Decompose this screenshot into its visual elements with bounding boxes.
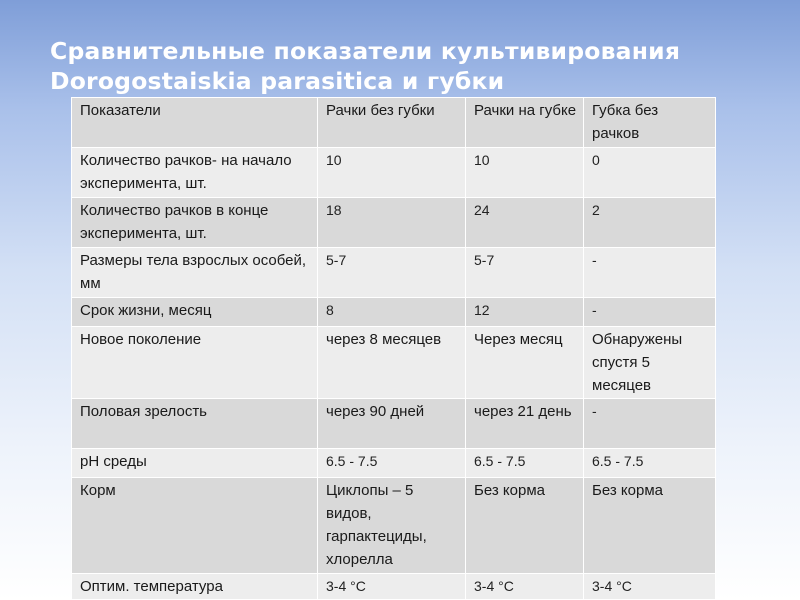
table-cell: 24 [466, 198, 584, 248]
slide-title [50, 36, 780, 96]
table-cell: через 90 дней [318, 399, 466, 449]
table-cell: Обнаружены спустя 5 месяцев [584, 327, 716, 399]
table-cell: - [584, 399, 716, 449]
table-cell: 18 [318, 198, 466, 248]
table-cell: 6.5 - 7.5 [318, 449, 466, 478]
table-row [72, 399, 716, 449]
row-label: Размеры тела взрослых особей, мм [72, 248, 318, 298]
table-cell: 3-4 °С [318, 574, 466, 600]
table-cell: - [584, 248, 716, 298]
row-label: Оптим. температура [72, 574, 318, 600]
table-cell: 3-4 °С [466, 574, 584, 600]
table-header-row [72, 98, 716, 148]
header-cell-crustaceans-without-sponge: Рачки без губки [318, 98, 466, 148]
row-label: Количество рачков в конце эксперимента, шт. [72, 198, 318, 248]
table-cell: 2 [584, 198, 716, 248]
table-cell: 10 [318, 148, 466, 198]
table-cell: через 21 день [466, 399, 584, 449]
row-label: Новое поколение [72, 327, 318, 399]
table-cell: 6.5 - 7.5 [584, 449, 716, 478]
table-row [72, 327, 716, 399]
table-cell: Без корма [584, 478, 716, 574]
table-row [72, 198, 716, 248]
row-label: Половая зрелость [72, 399, 318, 449]
table-cell: 5-7 [466, 248, 584, 298]
table-row [72, 574, 716, 600]
table-cell: 10 [466, 148, 584, 198]
table-row [72, 478, 716, 574]
table-cell: 6.5 - 7.5 [466, 449, 584, 478]
table-cell: - [584, 298, 716, 327]
table-row [72, 298, 716, 327]
slide-title-line-2: Dorogostaiskia parasitica и губки [50, 67, 505, 95]
row-label: pH среды [72, 449, 318, 478]
table-cell: 8 [318, 298, 466, 327]
table-cell: 12 [466, 298, 584, 327]
table-cell: Через месяц [466, 327, 584, 399]
table-cell: 5-7 [318, 248, 466, 298]
table-cell: через 8 месяцев [318, 327, 466, 399]
row-label: Срок жизни, месяц [72, 298, 318, 327]
comparison-table [71, 97, 716, 600]
row-label: Количество рачков- на начало эксперимента, шт. [72, 148, 318, 198]
header-cell-crustaceans-on-sponge: Рачки на губке [466, 98, 584, 148]
header-cell-indicators: Показатели [72, 98, 318, 148]
table-cell: Циклопы – 5 видов, гарпактециды, хлорелла [318, 478, 466, 574]
slide-title-line-1: Сравнительные показатели культивирования [50, 37, 681, 65]
table-cell: 3-4 °С [584, 574, 716, 600]
table-row [72, 148, 716, 198]
table-cell: 0 [584, 148, 716, 198]
table-cell: Без корма [466, 478, 584, 574]
table-row [72, 248, 716, 298]
header-cell-sponge-without-crustaceans: Губка без рачков [584, 98, 716, 148]
table-row [72, 449, 716, 478]
row-label: Корм [72, 478, 318, 574]
